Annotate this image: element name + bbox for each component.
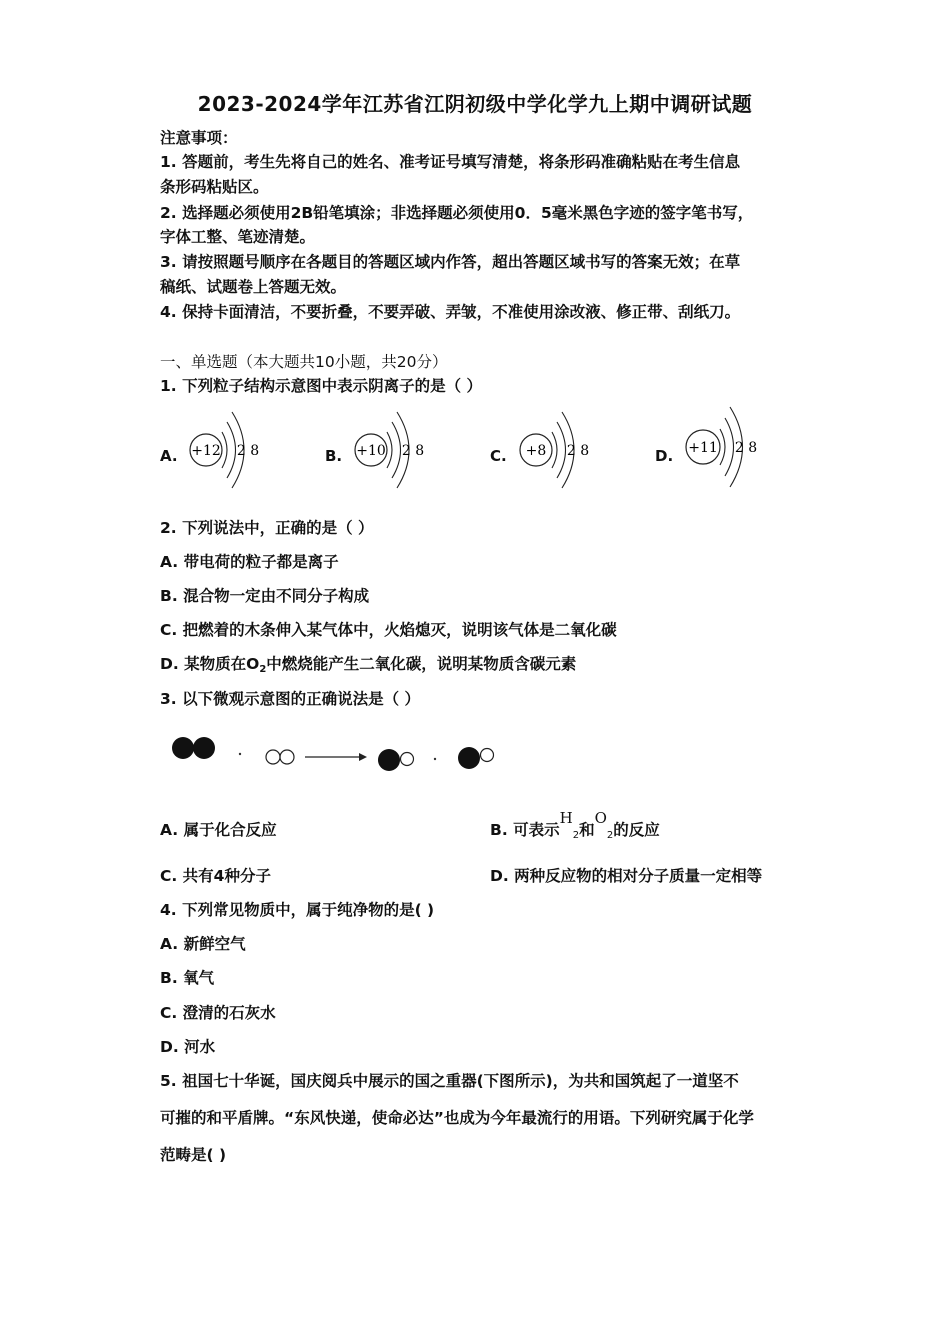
option-d: D. 河水 [160, 1038, 216, 1056]
question-stem: 2. 下列说法中，正确的是（ ） [160, 519, 374, 537]
svg-text:2 8: 2 8 [401, 443, 425, 459]
notice-line: 3. 请按照题号顺序在各题目的答题区域内作答，超出答题区域书写的答案无效；在草 [160, 253, 741, 271]
atom-diagram [681, 405, 771, 497]
option-c: C. 澄清的石灰水 [160, 1004, 276, 1022]
option-label: A. [160, 447, 178, 465]
notice-line: 稿纸、试题卷上答题无效。 [160, 278, 347, 296]
question-stem: 4. 下列常见物质中，属于纯净物的是( ) [160, 901, 435, 919]
notice-line: 条形码粘贴区。 [160, 178, 269, 196]
option-d: D. 两种反应物的相对分子质量一定相等 [490, 867, 763, 885]
option-b: B. 可表示$H_2$和$O_2$的反应 [490, 809, 660, 841]
atom-diagram [186, 410, 276, 496]
notice-line: 字体工整、笔迹清楚。 [160, 228, 316, 246]
atom-diagram [516, 410, 606, 496]
option-a: A. 属于化合反应 [160, 821, 277, 839]
page-title: 2023-2024学年江苏省江阴初级中学化学九上期中调研试题 [197, 92, 753, 116]
question-stem: 范畴是( ) [160, 1146, 227, 1164]
option-label: D. [655, 447, 674, 465]
section-heading: 一、单选题（本大题共10小题，共20分） [160, 353, 448, 371]
question-stem: 可摧的和平盾牌。“东风快递，使命必达”也成为今年最流行的用语。下列研究属于化学 [160, 1109, 754, 1127]
svg-text:2 8: 2 8 [236, 443, 260, 459]
option-label: C. [490, 447, 507, 465]
option-b: B. 氧气 [160, 969, 215, 987]
option-c: C. 把燃着的木条伸入某气体中，火焰熄灭，说明该气体是二氧化碳 [160, 621, 617, 639]
question-stem: 1. 下列粒子结构示意图中表示阴离子的是（ ） [160, 377, 482, 395]
svg-text:+12: +12 [191, 443, 221, 459]
notice-line: 1. 答题前，考生先将自己的姓名、准考证号填写清楚，将条形码准确粘贴在考生信息 [160, 153, 741, 171]
svg-text:2 8: 2 8 [734, 440, 758, 456]
option-a: A. 新鲜空气 [160, 935, 246, 953]
option-d: D. 某物质在$O_2$中燃烧能产生二氧化碳，说明某物质含碳元素 [160, 655, 577, 675]
svg-text:+10: +10 [356, 443, 386, 459]
atom-diagram [351, 410, 441, 496]
notice-heading: 注意事项： [160, 129, 238, 147]
svg-text:+11: +11 [688, 440, 718, 456]
option-a: A. 带电荷的粒子都是离子 [160, 553, 339, 571]
question-stem: 3. 以下微观示意图的正确说法是（ ） [160, 690, 420, 708]
option-label: B. [325, 447, 343, 465]
svg-text:2 8: 2 8 [566, 443, 590, 459]
notice-line: 2. 选择题必须使用2B铅笔填涂；非选择题必须使用0．5毫米黑色字迹的签字笔书写， [160, 204, 754, 222]
svg-text:+8: +8 [525, 443, 547, 459]
question-stem: 5. 祖国七十华诞，国庆阅兵中展示的国之重器(下图所示)，为共和国筑起了一道坚不 [160, 1072, 739, 1090]
option-b: B. 混合物一定由不同分子构成 [160, 587, 370, 605]
option-c: C. 共有4种分子 [160, 867, 271, 885]
notice-line: 4. 保持卡面清洁，不要折叠，不要弄破、弄皱，不准使用涂改液、修正带、刮纸刀。 [160, 303, 741, 321]
reaction-diagram [165, 728, 515, 782]
